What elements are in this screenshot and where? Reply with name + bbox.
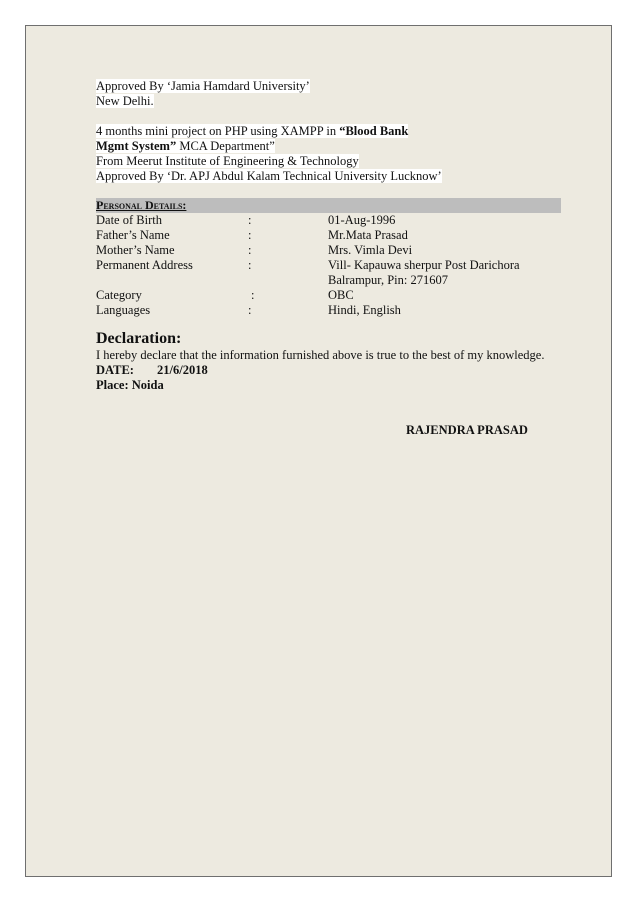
address-label: Permanent Address <box>96 258 193 272</box>
place: Place: Noida <box>96 378 164 392</box>
father-row <box>96 228 561 243</box>
category-value: OBC <box>328 288 354 302</box>
category-label: Category <box>96 288 142 302</box>
separator: : <box>248 243 252 257</box>
project-desc: 4 months mini project on PHP using XAMPP in <box>96 124 340 138</box>
languages-row <box>96 303 561 318</box>
date-value: 21/6/2018 <box>157 363 208 377</box>
approval-university: Approved By ‘Jamia Hamdard University’ <box>96 79 310 93</box>
address-row <box>96 258 561 273</box>
approval-block <box>96 79 561 94</box>
dob-label: Date of Birth <box>96 213 162 227</box>
separator: : <box>248 213 252 227</box>
dob-value: 01-Aug-1996 <box>328 213 396 227</box>
project-block <box>96 124 561 139</box>
address-line2: Balrampur, Pin: 271607 <box>328 273 448 287</box>
address-line1: Vill- Kapauwa sherpur Post Darichora <box>328 258 520 272</box>
dob-row <box>96 213 561 228</box>
mother-label: Mother’s Name <box>96 243 175 257</box>
project-institute: From Meerut Institute of Engineering & Technology <box>96 154 359 168</box>
father-label: Father’s Name <box>96 228 170 242</box>
page-content <box>96 79 561 438</box>
date-label: DATE: <box>96 363 134 377</box>
approval-city: New Delhi. <box>96 94 154 108</box>
signature-name: RAJENDRA PRASAD <box>406 423 528 437</box>
separator: : <box>251 288 255 302</box>
languages-value: Hindi, English <box>328 303 401 317</box>
category-row <box>96 288 561 303</box>
declaration-title: Declaration: <box>96 330 182 347</box>
date-row <box>96 363 561 378</box>
project-name-part1: “Blood Bank <box>339 124 409 138</box>
project-approval: Approved By ‘Dr. APJ Abdul Kalam Technical University Lucknow’ <box>96 169 442 183</box>
resume-page <box>25 25 612 877</box>
separator: : <box>248 228 252 242</box>
project-department: MCA Department” <box>176 139 275 153</box>
separator: : <box>248 258 252 272</box>
father-value: Mr.Mata Prasad <box>328 228 408 242</box>
languages-label: Languages <box>96 303 151 317</box>
mother-value: Mrs. Vimla Devi <box>328 243 413 257</box>
address-row-2 <box>96 273 561 288</box>
mother-row <box>96 243 561 258</box>
separator: : <box>248 303 252 317</box>
personal-details-heading: Personal Details: <box>96 198 561 213</box>
declaration-text: I hereby declare that the information furnished above is true to the best of my knowledge. <box>96 348 545 362</box>
project-name-part2: Mgmt System” <box>96 139 177 153</box>
